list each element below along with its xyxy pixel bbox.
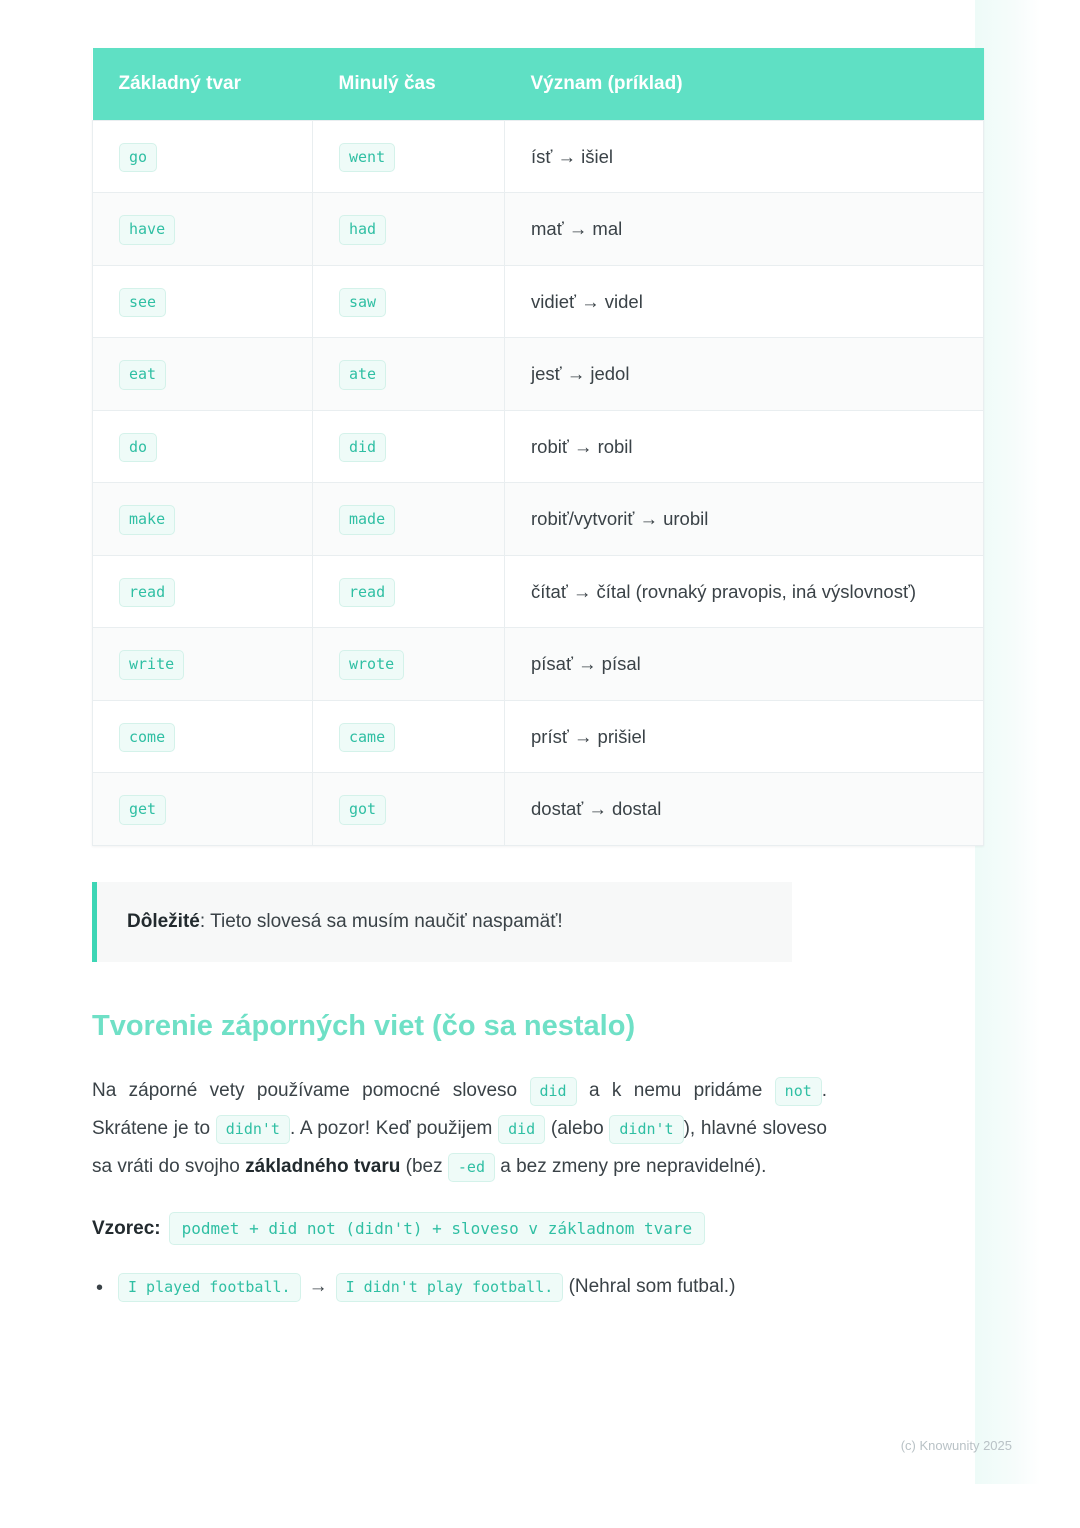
formula-code: podmet + did not (didn't) + sloveso v základnom tvare	[169, 1212, 706, 1245]
cell-past-tense	[313, 773, 505, 846]
cell-meaning: prísť → prišiel	[505, 700, 984, 773]
table-header-row	[93, 48, 984, 120]
callout-label: Dôležité	[127, 910, 200, 932]
table-row	[93, 700, 984, 773]
code-chip-past: did	[339, 433, 386, 463]
column-header-past-tense: Minulý čas	[313, 48, 505, 120]
cell-past-tense	[313, 555, 505, 628]
code-chip-not: not	[775, 1077, 822, 1107]
table-row	[93, 338, 984, 411]
paragraph-text-1: Na záporné vety používame pomocné sloveso	[92, 1079, 518, 1101]
cell-base-form	[93, 628, 313, 701]
code-chip-base: make	[119, 505, 175, 535]
footer-credit: (c) Knowunity 2025	[900, 1438, 1012, 1453]
code-chip-past: read	[339, 578, 395, 608]
callout-text: : Tieto slovesá sa musím naučiť naspamäť!	[199, 910, 563, 932]
table-body	[93, 120, 984, 845]
table-row	[93, 120, 984, 193]
cell-base-form	[93, 193, 313, 266]
code-chip-past: had	[339, 215, 386, 245]
formula-row	[92, 1212, 827, 1245]
document-content	[92, 48, 917, 1305]
cell-meaning: robiť → robil	[505, 410, 984, 483]
cell-base-form	[93, 410, 313, 483]
cell-past-tense	[313, 628, 505, 701]
code-chip-base: read	[119, 578, 175, 608]
cell-base-form	[93, 265, 313, 338]
code-chip-base: do	[119, 433, 157, 463]
cell-meaning: čítať → čítal (rovnaký pravopis, iná výslovnosť)	[505, 555, 984, 628]
cell-past-tense	[313, 193, 505, 266]
list-item	[118, 1269, 827, 1305]
cell-past-tense	[313, 410, 505, 483]
paragraph-bold-base-form: základného tvaru	[245, 1155, 401, 1177]
cell-base-form	[93, 483, 313, 556]
code-chip-past: came	[339, 723, 395, 753]
cell-meaning: mať → mal	[505, 193, 984, 266]
code-chip-past: saw	[339, 288, 386, 318]
code-chip-example-negative: I didn't play football.	[336, 1273, 564, 1303]
cell-base-form	[93, 338, 313, 411]
cell-past-tense	[313, 338, 505, 411]
code-chip-base: come	[119, 723, 175, 753]
paragraph-text-2: a k nemu pridáme	[588, 1079, 763, 1101]
formula-label: Vzorec:	[92, 1217, 161, 1239]
table-head	[93, 48, 984, 120]
table-row	[93, 265, 984, 338]
paragraph-text-3: . Skrátene je to	[92, 1079, 828, 1139]
paragraph-text-5: (alebo	[550, 1117, 604, 1139]
cell-past-tense	[313, 700, 505, 773]
code-chip-past: ate	[339, 360, 386, 390]
example-note: (Nehral som futbal.)	[568, 1275, 736, 1297]
paragraph-text-4: . A pozor! Keď použijem	[289, 1117, 493, 1139]
code-chip-base: get	[119, 795, 166, 825]
code-chip-base: go	[119, 143, 157, 173]
arrow-icon: →	[308, 1275, 328, 1297]
code-chip-base: write	[119, 650, 184, 680]
section-paragraph	[92, 1072, 827, 1186]
code-chip-did: did	[530, 1077, 577, 1107]
code-chip-ed: -ed	[448, 1153, 495, 1183]
section-heading-negatives: Tvorenie záporných viet (čo sa nestalo)	[92, 1010, 636, 1043]
code-chip-example-affirmative: I played football.	[118, 1273, 301, 1303]
code-chip-base: see	[119, 288, 166, 318]
code-chip-past: got	[339, 795, 386, 825]
cell-base-form	[93, 555, 313, 628]
cell-past-tense	[313, 120, 505, 193]
table-row	[93, 628, 984, 701]
cell-base-form	[93, 700, 313, 773]
cell-past-tense	[313, 265, 505, 338]
code-chip-didnt: didn't	[216, 1115, 290, 1145]
cell-meaning: písať → písal	[505, 628, 984, 701]
table-row	[93, 773, 984, 846]
cell-meaning: dostať → dostal	[505, 773, 984, 846]
irregular-verbs-table	[92, 48, 984, 846]
code-chip-past: went	[339, 143, 395, 173]
cell-past-tense	[313, 483, 505, 556]
cell-base-form	[93, 773, 313, 846]
code-chip-base: have	[119, 215, 175, 245]
table-row	[93, 410, 984, 483]
page-edge-band	[975, 0, 1040, 1484]
column-header-meaning: Význam (príklad)	[505, 48, 984, 120]
paragraph-text-6: ), hlavné sloveso sa vráti do svojho	[92, 1117, 828, 1177]
code-chip-past: wrote	[339, 650, 404, 680]
code-chip-did-2: did	[498, 1115, 545, 1145]
code-chip-base: eat	[119, 360, 166, 390]
cell-meaning: robiť/vytvoriť → urobil	[505, 483, 984, 556]
paragraph-text-7: (bez	[405, 1155, 443, 1177]
code-chip-past: made	[339, 505, 395, 535]
important-callout	[92, 882, 792, 963]
table-row	[93, 483, 984, 556]
table-row	[93, 555, 984, 628]
column-header-base-form: Základný tvar	[93, 48, 313, 120]
cell-base-form	[93, 120, 313, 193]
cell-meaning: vidieť → videl	[505, 265, 984, 338]
cell-meaning: ísť → išiel	[505, 120, 984, 193]
table-row	[93, 193, 984, 266]
examples-list	[92, 1269, 827, 1305]
cell-meaning: jesť → jedol	[505, 338, 984, 411]
paragraph-text-8: a bez zmeny pre nepravidelné).	[500, 1155, 767, 1177]
code-chip-didnt-2: didn't	[609, 1115, 683, 1145]
